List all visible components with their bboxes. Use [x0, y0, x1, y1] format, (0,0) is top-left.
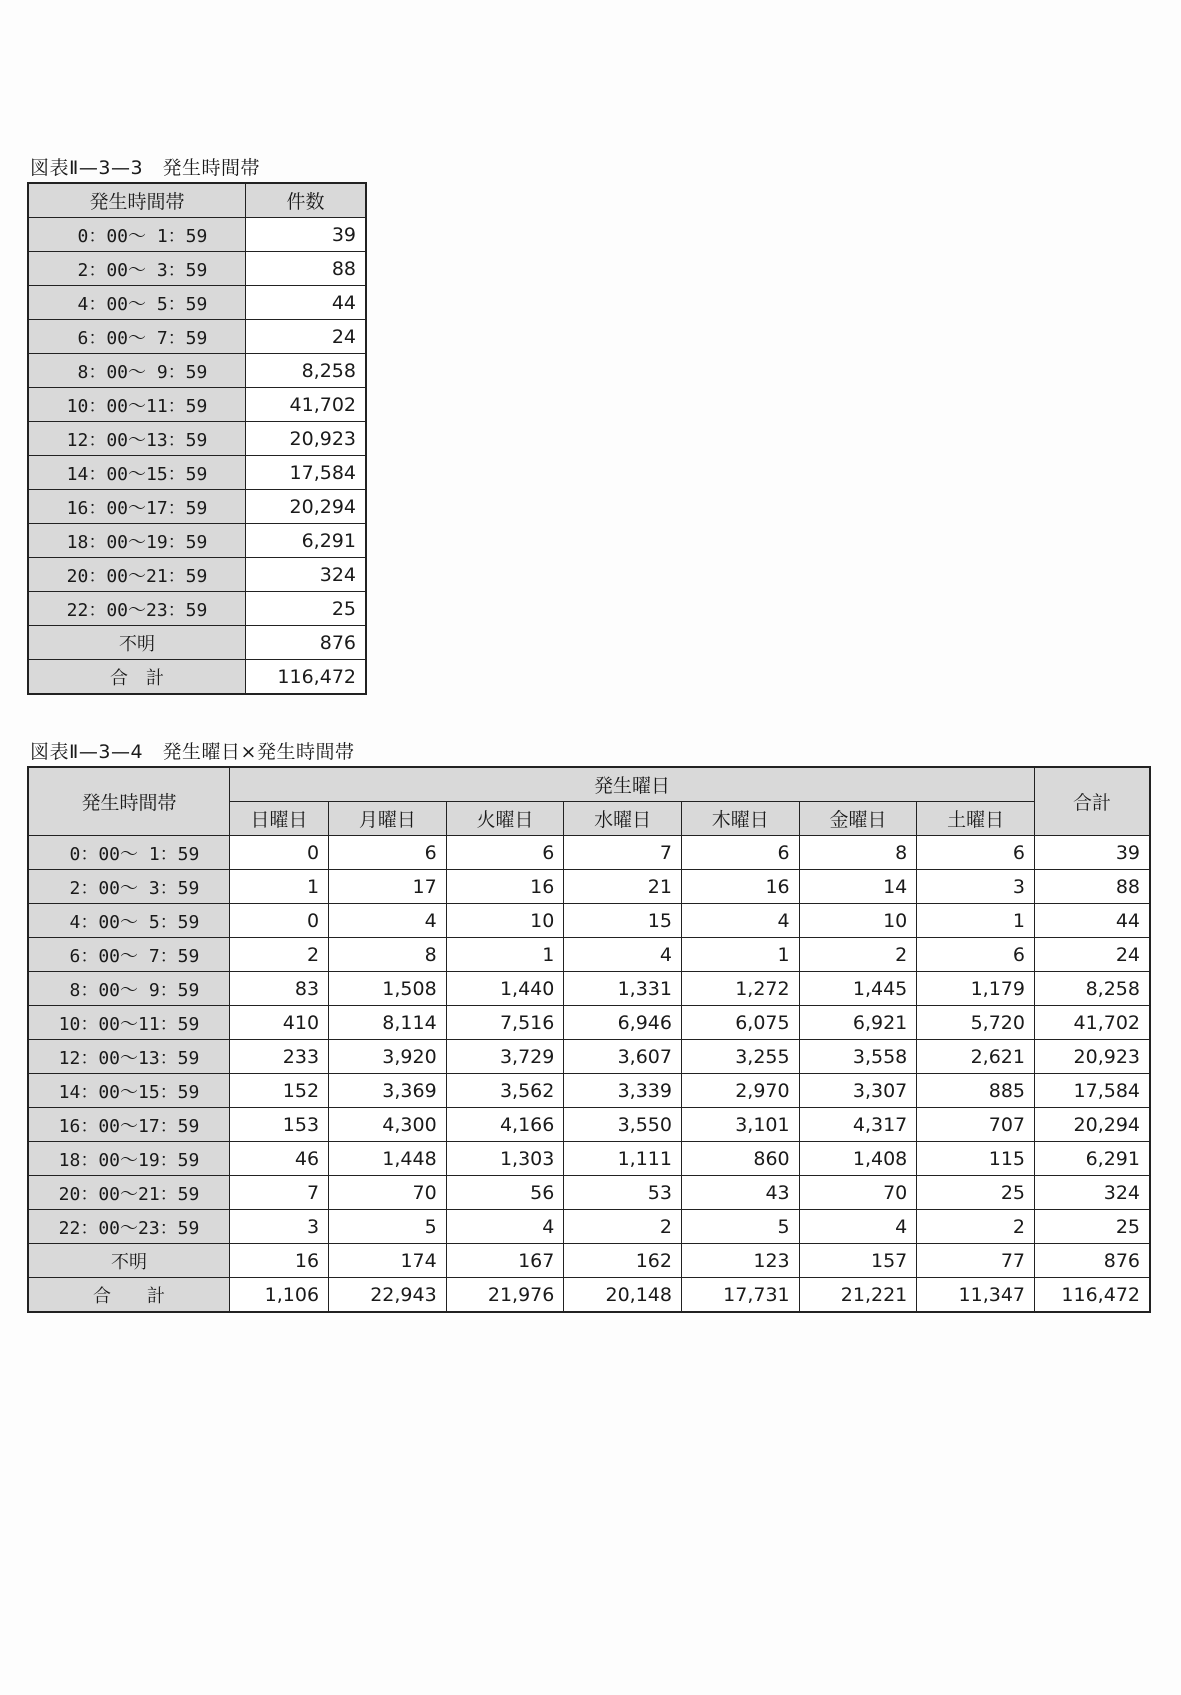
count-cell: 5,720 — [917, 1006, 1035, 1040]
count-cell: 4 — [329, 904, 447, 938]
table1-caption: 図表Ⅱ—3—3 発生時間帯 — [30, 157, 261, 179]
count-cell: 6 — [446, 836, 564, 870]
row-label: 16：00～17：59 — [28, 490, 246, 524]
table-row — [28, 592, 366, 626]
count-cell: 3,339 — [564, 1074, 682, 1108]
count-cell: 1,448 — [329, 1142, 447, 1176]
count-cell: 3,307 — [799, 1074, 917, 1108]
column-header-day: 水曜日 — [564, 802, 682, 836]
column-group-header-weekday: 発生曜日 — [230, 767, 1035, 802]
count-cell: 3,101 — [681, 1108, 799, 1142]
count-cell: 2,970 — [681, 1074, 799, 1108]
count-cell: 3 — [230, 1210, 329, 1244]
table-row — [28, 938, 1150, 972]
row-label: 12：00～13：59 — [28, 422, 246, 456]
count-cell: 2 — [564, 1210, 682, 1244]
table-row — [28, 1176, 1150, 1210]
count-cell: 1,445 — [799, 972, 917, 1006]
count-cell: 43 — [681, 1176, 799, 1210]
count-cell: 21,221 — [799, 1278, 917, 1313]
count-cell: 7,516 — [446, 1006, 564, 1040]
time-band-table — [27, 182, 367, 695]
row-label: 8：00～ 9：59 — [28, 354, 246, 388]
count-cell: 5 — [329, 1210, 447, 1244]
count-cell: 3,255 — [681, 1040, 799, 1074]
table-row — [28, 252, 366, 286]
count-cell: 77 — [917, 1244, 1035, 1278]
count-cell: 10 — [446, 904, 564, 938]
table-row — [28, 1244, 1150, 1278]
count-cell: 860 — [681, 1142, 799, 1176]
column-header-day: 木曜日 — [681, 802, 799, 836]
count-cell: 3,607 — [564, 1040, 682, 1074]
count-cell: 25 — [917, 1176, 1035, 1210]
table-row — [28, 836, 1150, 870]
count-cell: 1 — [681, 938, 799, 972]
count-cell: 324 — [246, 558, 367, 592]
weekday-time-band-table-body — [28, 836, 1150, 1313]
count-cell: 44 — [246, 286, 367, 320]
row-label: 22：00～23：59 — [28, 592, 246, 626]
count-cell: 1,440 — [446, 972, 564, 1006]
table-row — [28, 660, 366, 695]
row-label: 4：00～ 5：59 — [28, 904, 230, 938]
table-header-row — [28, 767, 1150, 802]
row-label: 0：00～ 1：59 — [28, 836, 230, 870]
count-cell: 1 — [230, 870, 329, 904]
count-cell: 233 — [230, 1040, 329, 1074]
count-cell: 17,731 — [681, 1278, 799, 1313]
column-header-count: 件数 — [246, 183, 367, 218]
table-row — [28, 388, 366, 422]
total-cell: 8,258 — [1035, 972, 1151, 1006]
weekday-time-band-table — [27, 766, 1151, 1313]
count-cell: 15 — [564, 904, 682, 938]
total-cell: 116,472 — [1035, 1278, 1151, 1313]
row-label: 20：00～21：59 — [28, 1176, 230, 1210]
count-cell: 2 — [799, 938, 917, 972]
table-row — [28, 354, 366, 388]
row-label: 合 計 — [28, 1278, 230, 1313]
count-cell: 1,179 — [917, 972, 1035, 1006]
count-cell: 6,946 — [564, 1006, 682, 1040]
count-cell: 16 — [681, 870, 799, 904]
count-cell: 1,331 — [564, 972, 682, 1006]
column-header-time-band: 発生時間帯 — [28, 183, 246, 218]
count-cell: 4,166 — [446, 1108, 564, 1142]
row-label: 2：00～ 3：59 — [28, 870, 230, 904]
row-label: 14：00～15：59 — [28, 1074, 230, 1108]
count-cell: 4,317 — [799, 1108, 917, 1142]
count-cell: 2,621 — [917, 1040, 1035, 1074]
table-row — [28, 1210, 1150, 1244]
count-cell: 1,111 — [564, 1142, 682, 1176]
row-label: 2：00～ 3：59 — [28, 252, 246, 286]
count-cell: 7 — [564, 836, 682, 870]
count-cell: 70 — [799, 1176, 917, 1210]
total-cell: 24 — [1035, 938, 1151, 972]
count-cell: 11,347 — [917, 1278, 1035, 1313]
total-cell: 17,584 — [1035, 1074, 1151, 1108]
count-cell: 4 — [799, 1210, 917, 1244]
row-label: 22：00～23：59 — [28, 1210, 230, 1244]
count-cell: 88 — [246, 252, 367, 286]
row-label: 0：00～ 1：59 — [28, 218, 246, 252]
row-label: 12：00～13：59 — [28, 1040, 230, 1074]
count-cell: 1,408 — [799, 1142, 917, 1176]
row-label: 18：00～19：59 — [28, 1142, 230, 1176]
total-cell: 876 — [1035, 1244, 1151, 1278]
table-header-row — [28, 183, 366, 218]
count-cell: 3,562 — [446, 1074, 564, 1108]
count-cell: 2 — [917, 1210, 1035, 1244]
count-cell: 7 — [230, 1176, 329, 1210]
count-cell: 1 — [917, 904, 1035, 938]
count-cell: 21,976 — [446, 1278, 564, 1313]
count-cell: 21 — [564, 870, 682, 904]
total-cell: 44 — [1035, 904, 1151, 938]
count-cell: 6,075 — [681, 1006, 799, 1040]
column-header-day: 土曜日 — [917, 802, 1035, 836]
count-cell: 17,584 — [246, 456, 367, 490]
count-cell: 876 — [246, 626, 367, 660]
row-label: 16：00～17：59 — [28, 1108, 230, 1142]
total-cell: 25 — [1035, 1210, 1151, 1244]
count-cell: 3,558 — [799, 1040, 917, 1074]
column-header-day: 金曜日 — [799, 802, 917, 836]
total-cell: 6,291 — [1035, 1142, 1151, 1176]
row-label: 6：00～ 7：59 — [28, 938, 230, 972]
count-cell: 1,508 — [329, 972, 447, 1006]
row-label: 20：00～21：59 — [28, 558, 246, 592]
count-cell: 46 — [230, 1142, 329, 1176]
count-cell: 3,550 — [564, 1108, 682, 1142]
count-cell: 885 — [917, 1074, 1035, 1108]
count-cell: 6 — [329, 836, 447, 870]
table-row — [28, 972, 1150, 1006]
count-cell: 1,303 — [446, 1142, 564, 1176]
count-cell: 70 — [329, 1176, 447, 1210]
count-cell: 167 — [446, 1244, 564, 1278]
count-cell: 3,920 — [329, 1040, 447, 1074]
count-cell: 24 — [246, 320, 367, 354]
count-cell: 0 — [230, 904, 329, 938]
row-label: 6：00～ 7：59 — [28, 320, 246, 354]
count-cell: 4 — [446, 1210, 564, 1244]
count-cell: 41,702 — [246, 388, 367, 422]
count-cell: 22,943 — [329, 1278, 447, 1313]
count-cell: 1 — [446, 938, 564, 972]
count-cell: 53 — [564, 1176, 682, 1210]
table-row — [28, 1278, 1150, 1313]
row-label: 4：00～ 5：59 — [28, 286, 246, 320]
table-row — [28, 422, 366, 456]
table-row — [28, 1108, 1150, 1142]
column-header-time-band: 発生時間帯 — [28, 767, 230, 836]
count-cell: 20,148 — [564, 1278, 682, 1313]
row-label: 18：00～19：59 — [28, 524, 246, 558]
total-cell: 39 — [1035, 836, 1151, 870]
count-cell: 162 — [564, 1244, 682, 1278]
table-row — [28, 1074, 1150, 1108]
table-row — [28, 558, 366, 592]
count-cell: 3,729 — [446, 1040, 564, 1074]
table-row — [28, 524, 366, 558]
count-cell: 3 — [917, 870, 1035, 904]
table-row — [28, 456, 366, 490]
count-cell: 8,258 — [246, 354, 367, 388]
count-cell: 8 — [799, 836, 917, 870]
count-cell: 20,923 — [246, 422, 367, 456]
count-cell: 83 — [230, 972, 329, 1006]
count-cell: 410 — [230, 1006, 329, 1040]
row-label: 合 計 — [28, 660, 246, 695]
row-label: 不明 — [28, 626, 246, 660]
count-cell: 8 — [329, 938, 447, 972]
count-cell: 116,472 — [246, 660, 367, 695]
table-row — [28, 218, 366, 252]
total-cell: 20,923 — [1035, 1040, 1151, 1074]
count-cell: 1,106 — [230, 1278, 329, 1313]
count-cell: 707 — [917, 1108, 1035, 1142]
table-row — [28, 1006, 1150, 1040]
count-cell: 115 — [917, 1142, 1035, 1176]
count-cell: 17 — [329, 870, 447, 904]
row-label: 8：00～ 9：59 — [28, 972, 230, 1006]
count-cell: 0 — [230, 836, 329, 870]
count-cell: 25 — [246, 592, 367, 626]
table-row — [28, 904, 1150, 938]
count-cell: 6 — [917, 938, 1035, 972]
count-cell: 152 — [230, 1074, 329, 1108]
total-cell: 88 — [1035, 870, 1151, 904]
column-header-day: 月曜日 — [329, 802, 447, 836]
column-header-day: 火曜日 — [446, 802, 564, 836]
total-cell: 20,294 — [1035, 1108, 1151, 1142]
table-row — [28, 1040, 1150, 1074]
count-cell: 6,291 — [246, 524, 367, 558]
table-row — [28, 320, 366, 354]
count-cell: 16 — [230, 1244, 329, 1278]
row-label: 10：00～11：59 — [28, 1006, 230, 1040]
count-cell: 6,921 — [799, 1006, 917, 1040]
count-cell: 4 — [681, 904, 799, 938]
count-cell: 3,369 — [329, 1074, 447, 1108]
count-cell: 6 — [681, 836, 799, 870]
count-cell: 157 — [799, 1244, 917, 1278]
count-cell: 5 — [681, 1210, 799, 1244]
row-label: 不明 — [28, 1244, 230, 1278]
table-row — [28, 870, 1150, 904]
row-label: 14：00～15：59 — [28, 456, 246, 490]
column-header-total: 合計 — [1035, 767, 1151, 836]
count-cell: 4,300 — [329, 1108, 447, 1142]
column-header-day: 日曜日 — [230, 802, 329, 836]
count-cell: 153 — [230, 1108, 329, 1142]
row-label: 10：00～11：59 — [28, 388, 246, 422]
count-cell: 123 — [681, 1244, 799, 1278]
count-cell: 14 — [799, 870, 917, 904]
count-cell: 20,294 — [246, 490, 367, 524]
total-cell: 41,702 — [1035, 1006, 1151, 1040]
count-cell: 4 — [564, 938, 682, 972]
count-cell: 6 — [917, 836, 1035, 870]
count-cell: 2 — [230, 938, 329, 972]
total-cell: 324 — [1035, 1176, 1151, 1210]
table-row — [28, 490, 366, 524]
table-row — [28, 1142, 1150, 1176]
table2-caption: 図表Ⅱ—3—4 発生曜日×発生時間帯 — [30, 741, 355, 763]
count-cell: 10 — [799, 904, 917, 938]
table-row — [28, 286, 366, 320]
count-cell: 1,272 — [681, 972, 799, 1006]
count-cell: 174 — [329, 1244, 447, 1278]
table-row — [28, 626, 366, 660]
count-cell: 39 — [246, 218, 367, 252]
time-band-table-body — [28, 218, 366, 695]
count-cell: 8,114 — [329, 1006, 447, 1040]
count-cell: 56 — [446, 1176, 564, 1210]
count-cell: 16 — [446, 870, 564, 904]
